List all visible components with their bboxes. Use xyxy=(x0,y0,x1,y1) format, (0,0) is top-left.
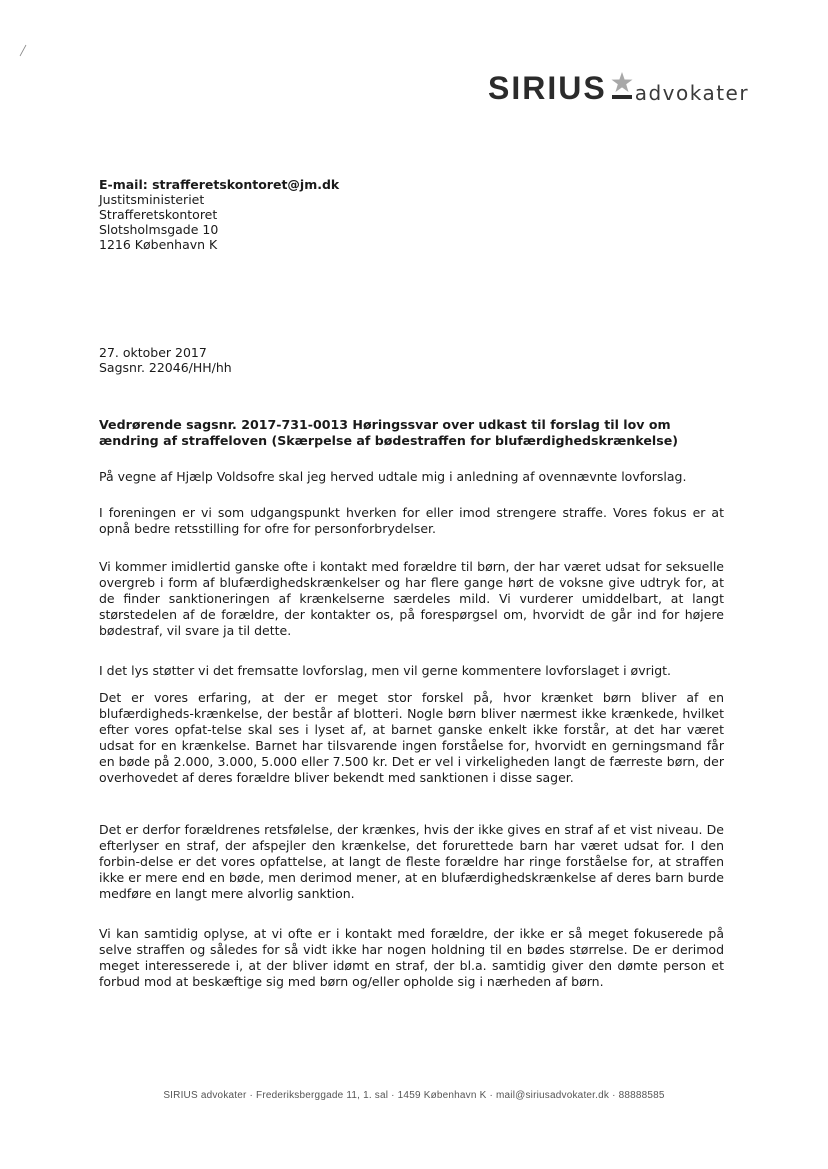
body-paragraph: Vi kan samtidig oplyse, at vi ofte er i kontakt med forældre, der ikke er så meget fokuserede på selve straffen og således for så vidt ikke har nogen holdning til en bødes størrelse. De er derimod meget interesserede i, at der bliver idømt en straf, der bl.a. samtidig giver den dømte person et forbud mod at beskæftige sig med børn og/eller opholde sig i nærheden af børn. xyxy=(99,926,724,989)
address-line: Strafferetskontoret xyxy=(99,207,218,222)
recipient-email: E-mail: strafferetskontoret@jm.dk xyxy=(99,177,340,192)
body-paragraph: På vegne af Hjælp Voldsofre skal jeg herved udtale mig i anledning af ovennævnte lovforslag. xyxy=(99,469,687,484)
recipient-address xyxy=(99,177,339,252)
body-paragraph: I foreningen er vi som udgangspunkt hverken for eller imod strengere straffe. Vores fokus er at opnå bedre retsstilling for ofre for personforbrydelser. xyxy=(99,505,724,536)
body-paragraph: I det lys støtter vi det fremsatte lovforslag, men vil gerne kommentere lovforslaget i øvrigt. xyxy=(99,663,672,678)
logo-subtitle: advokater xyxy=(634,81,750,105)
body-paragraph: Det er derfor forældrenes retsfølelse, der krænkes, hvis der ikke gives en straf af et vist niveau. De efterlyser en straf, der afspejler den krænkelse, det forurettede barn har været udsat for. I den forbin-delse er det vores opfattelse, at langt de fleste forældre har ringe forståelse for, at straffen ikke er mere end en bøde, men derimod mener, at en blufærdighedskrænkelse af deres barn burde medføre en langt mere alvorlig sanktion. xyxy=(99,822,724,901)
letter-date: 27. oktober 2017 xyxy=(99,345,207,360)
body-paragraph: Det er vores erfaring, at der er meget stor forskel på, hvor krænket børn bliver af en blufærdigheds-krænkelse, der består af blotteri. Nogle børn bliver nærmest ikke krænkede, hvilket efter vores opfat-telse skal ses i lyset af, at barnet ganske enkelt ikke forstår, at det har været udsat for en krænkelse. Barnet har tilsvarende ingen forståelse for, hvorvidt en gerningsmand får en bøde på 2.000, 3.000, 5.000 eller 7.500 kr. Det er vel i virkeligheden langt de færreste børn, der overhovedet af deres forældre bliver bekendt med sanktionen i disse sager. xyxy=(99,690,724,785)
address-line: Justitsministeriet xyxy=(99,192,205,207)
star-icon xyxy=(611,71,633,105)
subject-heading: Vedrørende sagsnr. 2017-731-0013 Høringssvar over udkast til forslag til lov om ændring af straffeloven (Skærpelse af bødestraffen for blufærdighedskrænkelse) xyxy=(99,417,678,448)
logo-brand: SIRIUS xyxy=(488,70,607,106)
pen-mark xyxy=(18,44,28,58)
body-paragraph: Vi kommer imidlertid ganske ofte i kontakt med forældre til børn, der har været udsat for seksuelle overgreb i form af blufærdighedskrænkelser og har flere gange hørt de voksne give udtryk for, at de finder sanktioneringen af krænkelserne særdeles mild. Vi vurderer umiddelbart, at langt størstedelen af de forældre, der kontakter os, på forespørgsel om, hvorvidt de går ind for højere bødestraf, vil svare ja til dette. xyxy=(99,559,724,638)
page-footer: SIRIUS advokater · Frederiksberggade 11, 1. sal · 1459 København K · mail@siriusadvokater.dk · 88888585 xyxy=(163,1090,665,1101)
address-line: Slotsholmsgade 10 xyxy=(99,222,219,237)
case-reference: Sagsnr. 22046/HH/hh xyxy=(99,360,232,375)
address-line: 1216 København K xyxy=(99,237,218,252)
letter-meta xyxy=(99,345,232,375)
sirius-logo xyxy=(488,70,749,107)
